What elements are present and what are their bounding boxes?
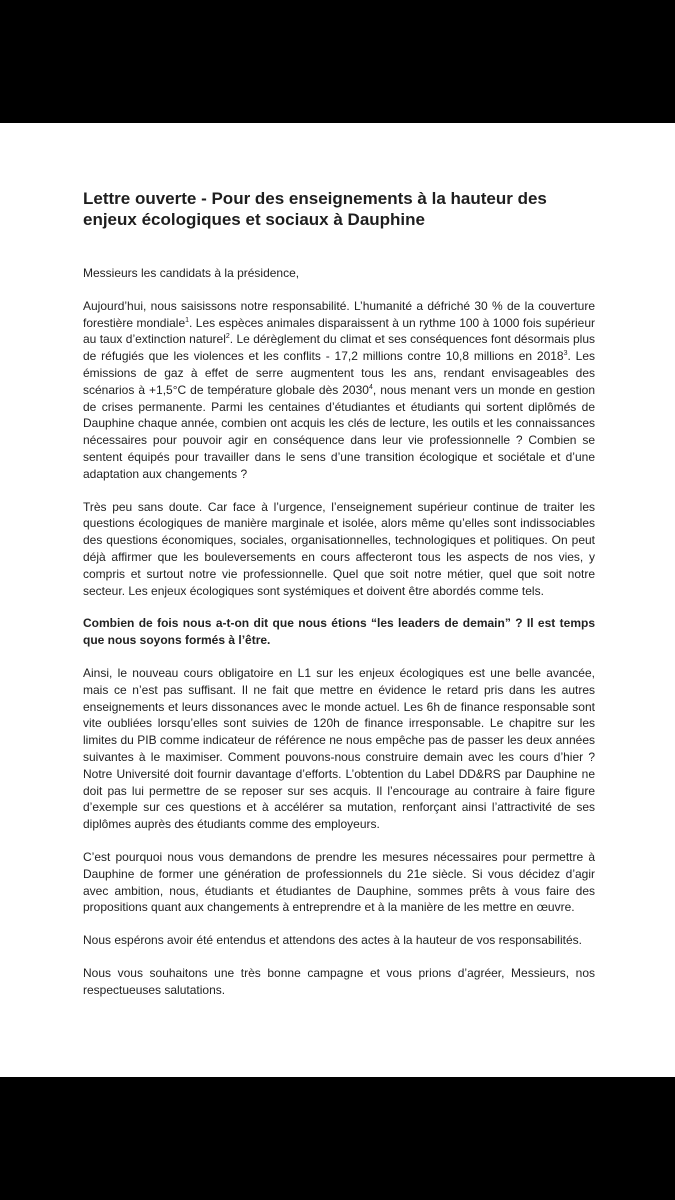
paragraph-1-part-d: . Les émissions de gaz à effet de serre augmentent tous les ans, rendant envisageables des scénarios à +1,5°C de température globale dès 2030	[83, 349, 596, 397]
paragraph-1-part-b: . Les espèces animales disparaissent à un rythme 100 à 1000 fois supérieur au taux d’extinction naturel	[83, 315, 595, 347]
bottom-black-bar	[0, 1077, 675, 1200]
footnote-ref-2: 2	[225, 333, 230, 341]
footnote-ref-1: 1	[185, 316, 190, 324]
paragraph-4: Ainsi, le nouveau cours obligatoire en L1 sur les enjeux écologiques est une belle avancée, mais ce n’est pas suffisant. Il ne fait que mettre en évidence le retard pris dans les autres enseignements et leurs dissonances avec le monde actuel. Les 6h de finance responsable sont vite oubliées lorsqu’elles sont suivies de 120h de finance irresponsable. Le chapitre sur les limites du PIB comme indicateur de référence ne nous empêche pas de passer les deux années suivantes à le maximiser. Comment pouvons-nous construire demain avec les cours d’hier ? Notre Université doit fournir davantage d’efforts. L’obtention du Label DD&RS par Dauphine ne doit pas lui permettre de se reposer sur ses acquis. Il l’encourage au contraire à faire figure d’exemple sur ces questions et à accélérer sa mutation, renforçant ainsi l’attractivité de ses diplômes auprès des étudiants comme des employeurs.	[83, 665, 595, 832]
paragraph-7: Nous vous souhaitons une très bonne campagne et vous prions d’agréer, Messieurs, nos respectueuses salutations.	[83, 965, 595, 997]
paragraph-1-part-a: Aujourd’hui, nous saisissons notre responsabilité. L’humanité a défriché 30 % de la couverture forestière mondiale	[83, 298, 595, 330]
document-page	[0, 123, 675, 1077]
paragraph-1-part-e: , nous menant vers un monde en gestion de crises permanente. Parmi les centaines d’étudiantes et étudiants qui sortent diplômés de Dauphine chaque année, combien ont acquis les clés de lecture, les outils et les connaissances nécessaires pour pouvoir agir en conséquence dans leur vie professionnelle ? Combien se sentent équipés pour travailler dans le sens d’une transition écologique et sociétale et d’une adaptation aux changements ?	[83, 382, 595, 481]
letter-title: Lettre ouverte - Pour des enseignements à la hauteur des enjeux écologiques et sociaux à Dauphine	[83, 189, 547, 229]
footnote-ref-3: 3	[563, 350, 568, 358]
top-black-bar	[0, 0, 675, 123]
paragraph-1-part-c: . Le dérèglement du climat et ses conséquences font désormais plus de réfugiés que les violences et les conflits - 17,2 millions contre 10,8 millions en 2018	[83, 332, 595, 364]
letter-body	[83, 188, 595, 1014]
paragraph-1	[83, 298, 595, 483]
footnote-ref-4: 4	[368, 383, 373, 391]
paragraph-6: Nous espérons avoir été entendus et attendons des actes à la hauteur de vos responsabilités.	[83, 933, 582, 948]
paragraph-2: Très peu sans doute. Car face à l’urgence, l’enseignement supérieur continue de traiter les questions écologiques de manière marginale et isolée, alors même qu’elles sont indissociables des questions économiques, sociales, organisationnelles, technologiques et politiques. On peut déjà affirmer que les bouleversements en cours affecteront tous les aspects de nos vies, y compris et surtout notre vie professionnelle. Quel que soit notre métier, quel que soit notre secteur. Les enjeux écologiques sont systémiques et doivent être abordés comme tels.	[83, 499, 595, 598]
paragraph-3-bold: Combien de fois nous a-t-on dit que nous étions “les leaders de demain” ? Il est temps que nous soyons formés à l’être.	[83, 616, 595, 648]
paragraph-5: C’est pourquoi nous vous demandons de prendre les mesures nécessaires pour permettre à Dauphine de former une génération de professionnels du 21e siècle. Si vous décidez d’agir avec ambition, nous, étudiants et étudiantes de Dauphine, sommes prêts à vous faire des propositions quant aux changements à entreprendre et à la manière de les mettre en œuvre.	[83, 849, 595, 915]
salutation: Messieurs les candidats à la présidence,	[83, 266, 300, 280]
